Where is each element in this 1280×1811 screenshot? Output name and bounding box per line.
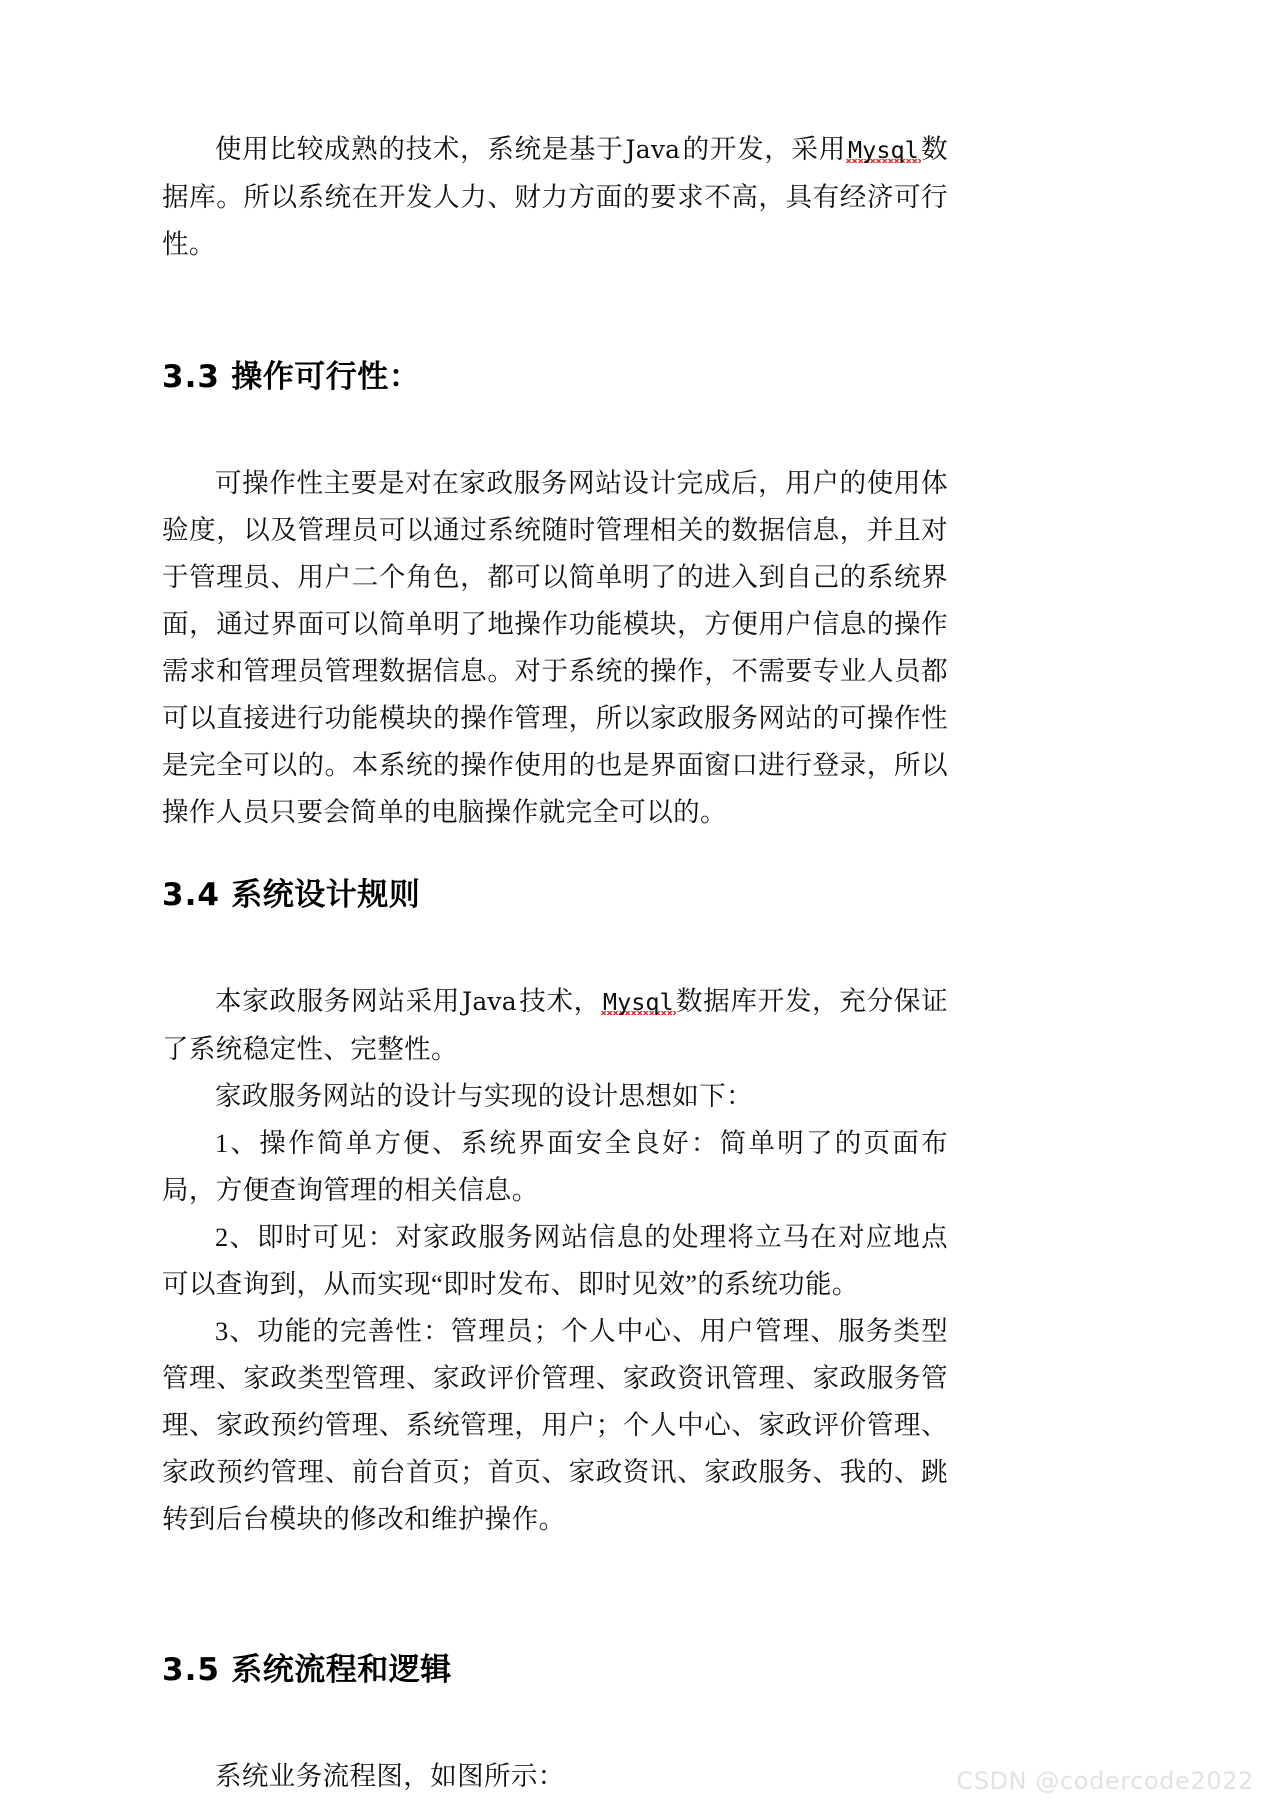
spacer [162,836,948,872]
heading-3-5-label: 系统流程和逻辑 [231,1652,452,1688]
paragraph-operability: 可操作性主要是对在家政服务网站设计完成后，用户的使用体验度，以及管理员可以通过系统随时管理相关的数据信息，并且对于管理员、用户二个角色，都可以简单明了的进入到自己的系统界面，通过界面可以简单明了地操作功能模块，方便用户信息的操作需求和管理员管理数据信息。对于系统的操作，不需要专业人员都可以直接进行功能模块的操作管理，所以家政服务网站的可操作性是完全可以的。本系统的操作使用的也是界面窗口进行登录，所以操作人员只要会简单的电脑操作就完全可以的。 [162,468,948,827]
heading-3-3-number: 3.3 [162,359,220,395]
spacer [162,400,948,460]
paragraph-text-run: 技术， [518,986,601,1016]
heading-3-4-label: 系统设计规则 [231,877,421,913]
page-content [162,126,948,1800]
paragraph-text-run: 数据库。所以系统在开发人力、财力方面的要求不高，具有经济可行性。 [162,134,949,259]
heading-3-5-number: 3.5 [162,1652,220,1688]
heading-3-5 [162,1647,948,1693]
heading-3-3 [162,354,948,400]
paragraph-text-run: 数据库开发，充分保证了系统稳定性、完整性。 [162,986,949,1064]
paragraph-text-run: 的开发，采用 [682,134,847,164]
paragraph-flow-caption: 系统业务流程图，如图所示： [215,1761,565,1791]
spacer [162,1693,948,1753]
csdn-watermark: CSDN @codercode2022 [956,1767,1254,1795]
heading-3-3-label: 操作可行性： [231,359,421,395]
inline-term-java: Java [625,135,681,164]
inline-term-mysql: Mysql [602,988,674,1016]
paragraph-design-item-2: 2、即时可见：对家政服务网站信息的处理将立马在对应地点可以查询到，从而实现“即时发布、即时见效”的系统功能。 [162,1222,948,1299]
spacer [162,1543,948,1647]
spacer [162,918,948,978]
inline-term-java: Java [462,987,517,1016]
heading-3-4-number: 3.4 [162,877,220,913]
inline-term-mysql: Mysql [848,136,919,164]
paragraph-design-stack [162,978,948,1073]
paragraph-economic-feasibility [162,126,948,268]
paragraph-text-run: 使用比较成熟的技术，系统是基于 [215,134,624,164]
paragraph-design-item-3: 3、功能的完善性：管理员；个人中心、用户管理、服务类型管理、家政类型管理、家政评价管理、家政资讯管理、家政服务管理、家政预约管理、系统管理，用户；个人中心、家政评价管理、家政预约管理、前台首页；首页、家政资讯、家政服务、我的、跳转到后台模块的修改和维护操作。 [162,1316,948,1534]
heading-3-4 [162,872,948,918]
paragraph-text-run: 本家政服务网站采用 [215,986,461,1016]
paragraph-design-ideas-intro: 家政服务网站的设计与实现的设计思想如下： [215,1081,753,1111]
spacer [162,268,948,354]
paragraph-design-item-1: 1、操作简单方便、系统界面安全良好：简单明了的页面布局，方便查询管理的相关信息。 [162,1128,948,1205]
